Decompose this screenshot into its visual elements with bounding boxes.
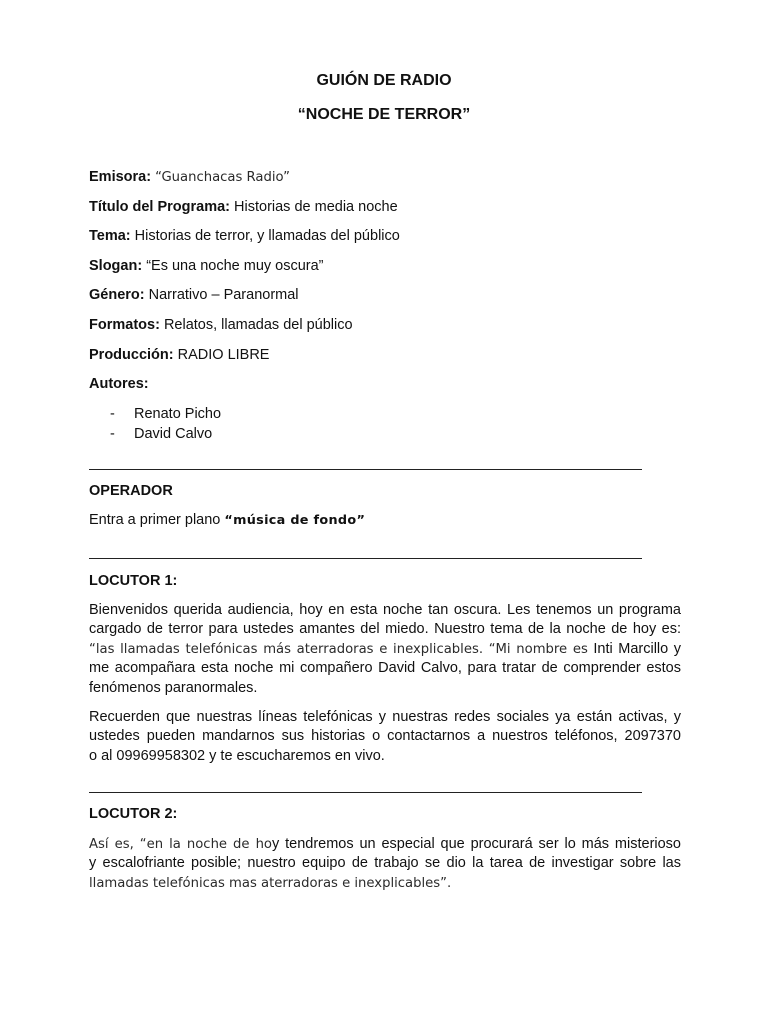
titulo-row	[89, 197, 689, 227]
locutor-1-paragraph-2	[89, 708, 681, 766]
list-bullet: -	[110, 406, 115, 422]
formatos-label: Formatos:	[89, 316, 160, 333]
locutor-1-heading: LOCUTOR 1:	[89, 573, 178, 589]
paragraph-line	[89, 835, 681, 854]
tema-value: Historias de terror, y llamadas del público	[134, 228, 400, 245]
autores-row	[89, 374, 689, 404]
emisora-row	[89, 167, 689, 197]
locutor-1-paragraph-1	[89, 601, 681, 698]
paragraph-line: fenómenos paranormales.	[89, 679, 258, 696]
slogan-value: “Es una noche muy oscura”	[146, 257, 324, 274]
quoted-text: Así es, “en la noche de ho	[89, 837, 272, 852]
produccion-value: RADIO LIBRE	[177, 346, 270, 363]
titulo-label: Título del Programa:	[89, 198, 230, 215]
author-item	[110, 404, 221, 424]
operador-heading: OPERADOR	[89, 483, 173, 499]
paragraph-line: ustedes pueden mandarnos sus historias o contactarnos a nuestros teléfonos, 2097370	[89, 728, 681, 745]
operador-instruction	[89, 512, 365, 528]
author-item	[110, 424, 221, 444]
formatos-value: Relatos, llamadas del público	[163, 316, 353, 333]
paragraph-text: y tendremos un especial que procurará ser lo más misterioso	[272, 836, 681, 852]
emisora-value: “Guanchacas Radio”	[155, 170, 290, 185]
paragraph-text: Inti Marcillo y	[587, 640, 681, 657]
tema-row	[89, 226, 689, 256]
quoted-text: “las llamadas telefónicas más aterradoras e inexplicables. “Mi nombre es	[89, 641, 588, 657]
operador-text: Entra a primer plano	[89, 512, 221, 528]
slogan-label: Slogan:	[89, 257, 143, 274]
paragraph-line: cargado de terror para ustedes amantes del miedo. Nuestro tema de la noche de hoy es:	[89, 621, 681, 638]
program-name-title: “NOCHE DE TERROR”	[297, 106, 471, 123]
paragraph-line: Recuerden que nuestras líneas telefónicas y nuestras redes sociales ya están activas, y	[89, 709, 681, 725]
paragraph-line: y escalofriante posible; nuestro equipo de trabajo se dio la tarea de investigar sobre las	[89, 855, 681, 872]
slogan-row	[89, 256, 689, 286]
operador-music-cue: “música de fondo”	[224, 513, 366, 528]
autores-label: Autores:	[89, 376, 149, 393]
produccion-row	[89, 345, 689, 375]
genero-label: Género:	[89, 287, 145, 304]
paragraph-line: o al 09969958302 y te escucharemos en vivo.	[89, 747, 385, 764]
produccion-label: Producción:	[89, 346, 174, 363]
authors-list	[110, 404, 221, 444]
formatos-row	[89, 315, 689, 345]
titulo-value: Historias de media noche	[234, 198, 398, 215]
program-details	[89, 167, 689, 404]
section-divider	[89, 469, 642, 470]
genero-value: Narrativo – Paranormal	[148, 287, 299, 304]
paragraph-line	[89, 640, 681, 659]
author-name: David Calvo	[134, 426, 213, 442]
genero-row	[89, 285, 689, 315]
locutor-2-heading: LOCUTOR 2:	[89, 806, 178, 822]
tema-label: Tema:	[89, 228, 131, 245]
section-divider	[89, 792, 642, 793]
paragraph-line: Bienvenidos querida audiencia, hoy en esta noche tan oscura. Les tenemos un programa	[89, 602, 681, 618]
paragraph-line: llamadas telefónicas mas aterradoras e inexplicables”.	[89, 875, 452, 891]
paragraph-line: me acompañara esta noche mi compañero David Calvo, para tratar de comprender estos	[89, 660, 681, 677]
author-name: Renato Picho	[134, 406, 222, 422]
locutor-2-paragraph	[89, 835, 681, 893]
list-bullet: -	[110, 426, 115, 442]
document-title: GUIÓN DE RADIO	[316, 72, 452, 89]
emisora-label: Emisora:	[89, 169, 152, 185]
section-divider	[89, 558, 642, 559]
